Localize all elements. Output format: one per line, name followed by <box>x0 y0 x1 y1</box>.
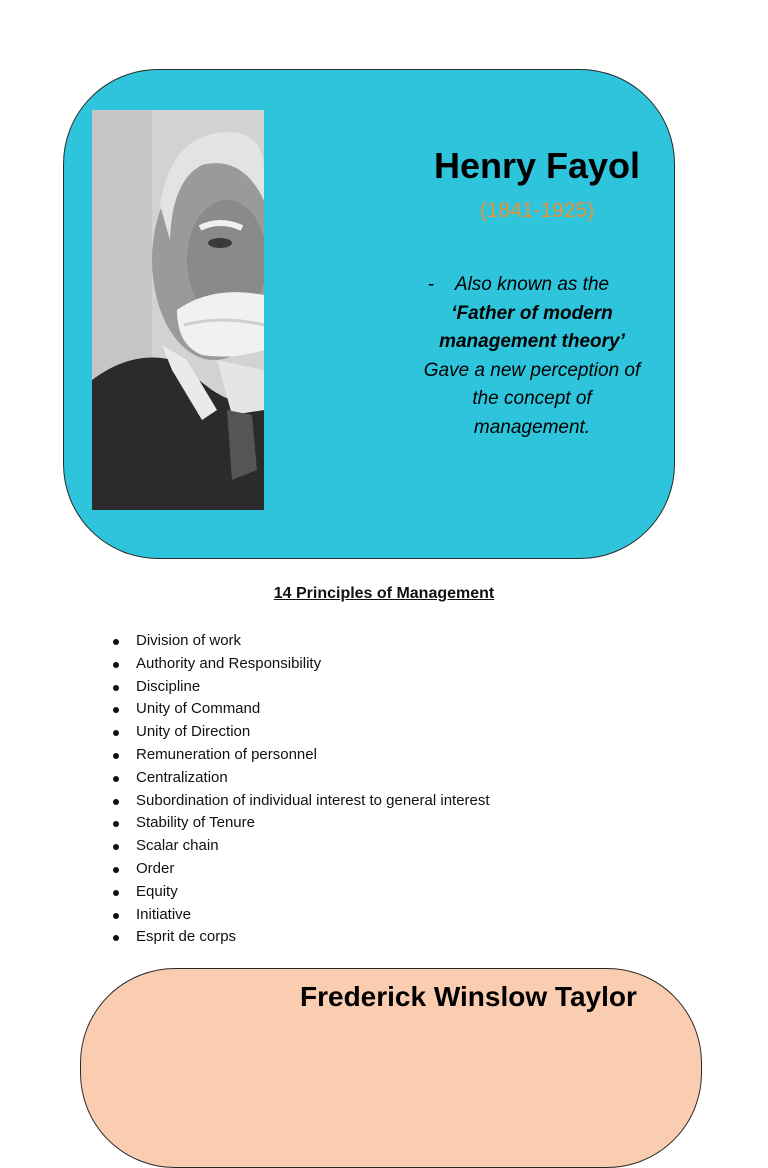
description-dash: - <box>428 274 435 295</box>
list-item: Subordination of individual interest to general interest <box>110 790 490 813</box>
bullet-icon <box>113 707 119 713</box>
lifespan-fayol: (1841-1925) <box>479 199 595 222</box>
list-item: Unity of Direction <box>110 721 490 744</box>
bullet-icon <box>113 776 119 782</box>
principles-heading: 14 Principles of Management <box>273 585 495 602</box>
person-name-fayol: Henry Fayol <box>433 145 641 186</box>
list-item: Stability of Tenure <box>110 812 490 835</box>
description-line-6: management. <box>473 416 591 438</box>
list-item: Esprit de corps <box>110 926 490 949</box>
description-line-2: ‘Father of modern <box>451 302 613 324</box>
description-line-5: the concept of <box>472 388 592 409</box>
fayol-description <box>400 271 664 442</box>
bullet-icon <box>113 913 119 919</box>
list-item: Scalar chain <box>110 835 490 858</box>
bullet-icon <box>113 867 119 873</box>
list-item: Unity of Command <box>110 698 490 721</box>
bullet-icon <box>113 799 119 805</box>
list-item: Equity <box>110 881 490 904</box>
list-item: Remuneration of personnel <box>110 744 490 767</box>
list-item: Division of work <box>110 630 490 653</box>
list-item: Initiative <box>110 904 490 927</box>
bullet-icon <box>113 685 119 691</box>
bullet-icon <box>113 639 119 645</box>
fayol-portrait <box>92 110 264 510</box>
bullet-icon <box>113 844 119 850</box>
list-item: Order <box>110 858 490 881</box>
description-line-1: Also known as the <box>454 274 610 295</box>
description-line-3: management theory’ <box>439 331 625 352</box>
bullet-icon <box>113 935 119 941</box>
principles-list <box>110 630 490 949</box>
list-item: Authority and Responsibility <box>110 653 490 676</box>
person-name-taylor: Frederick Winslow Taylor <box>300 981 637 1012</box>
list-item: Discipline <box>110 676 490 699</box>
bullet-icon <box>113 821 119 827</box>
bullet-icon <box>113 753 119 759</box>
bullet-icon <box>113 730 119 736</box>
bullet-icon <box>113 890 119 896</box>
description-line-4: Gave a new perception of <box>423 359 641 381</box>
list-item: Centralization <box>110 767 490 790</box>
bullet-icon <box>113 662 119 668</box>
